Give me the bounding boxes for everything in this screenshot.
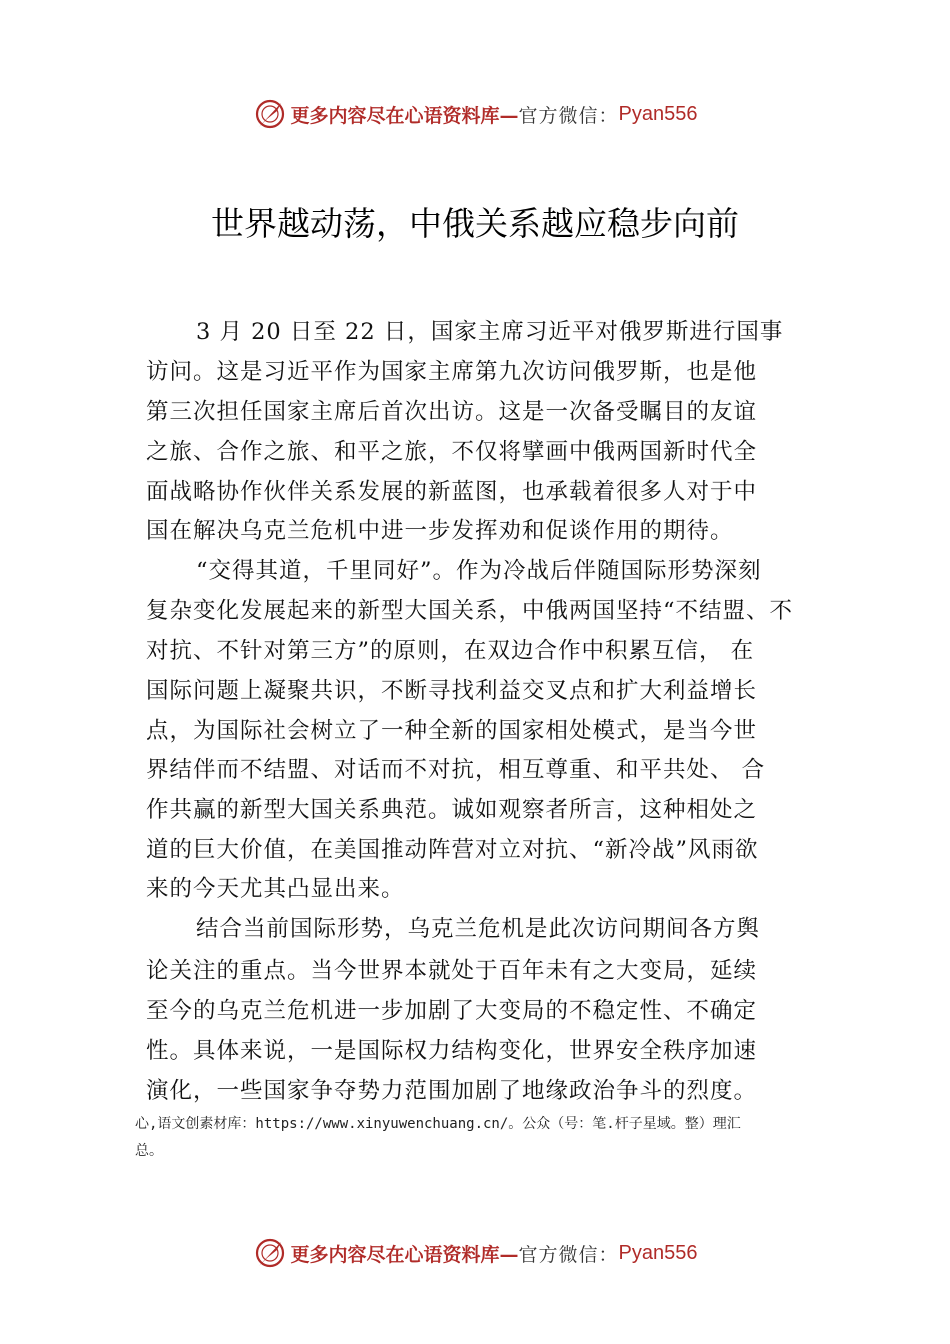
banner-lead-text: 更多内容尽在心语资料库— — [290, 104, 519, 127]
banner-wechat-id: Pyan556 — [618, 1241, 698, 1264]
body-line: 面战略协作伙伴关系发展的新蓝图，也承载着很多人对于中 — [146, 479, 758, 505]
banner-lead-text: 更多内容尽在心语资料库— — [290, 1243, 519, 1266]
body-line: 点，为国际社会树立了一种全新的国家相处模式，是当今世 — [146, 718, 758, 744]
body-line: 第三次担任国家主席后首次出访。这是一次备受瞩目的友谊 — [146, 399, 758, 425]
quill-seal-logo-icon — [253, 1236, 287, 1270]
quill-seal-logo-icon — [253, 97, 287, 131]
banner-wechat-label: 官方微信： — [518, 104, 619, 127]
body-line: 国在解决乌克兰危机中进一步发挥劝和促谈作用的期待。 — [146, 518, 734, 544]
body-line: 来的今天尤其凸显出来。 — [146, 876, 405, 902]
body-line: 论关注的重点。当今世界本就处于百年未有之大变局，延续 — [146, 958, 758, 984]
body-line: 对抗、不针对第三方”的原则，在双边合作中积累互信， 在 — [146, 638, 755, 664]
header-banner — [0, 94, 950, 134]
footer-banner — [0, 1233, 950, 1273]
body-line: 复杂变化发展起来的新型大国关系，中俄两国坚持“不结盟、不 — [146, 598, 794, 624]
banner-wechat-label: 官方微信： — [518, 1243, 619, 1266]
body-line: 3 月 20 日至 22 日，国家主席习近平对俄罗斯进行国事 — [196, 319, 784, 345]
source-footnote-line: 心,语文创素材库：https://www.xinyuwenchuang.cn/。公众（号：笔.杆子星域。整）理汇 — [135, 1116, 741, 1132]
body-line: 演化，一些国家争夺势力范围加剧了地缘政治争斗的烈度。 — [146, 1078, 758, 1104]
body-line: 结合当前国际形势，乌克兰危机是此次访问期间各方舆 — [196, 916, 761, 942]
body-line: 道的巨大价值，在美国推动阵营对立对抗、“新冷战”风雨欲 — [146, 837, 759, 863]
banner-wechat-id: Pyan556 — [618, 102, 698, 125]
body-line: 国际问题上凝聚共识，不断寻找利益交叉点和扩大利益增长 — [146, 678, 758, 704]
body-line: 性。具体来说，一是国际权力结构变化，世界安全秩序加速 — [146, 1038, 758, 1064]
body-line: “交得其道，千里同好”。作为冷战后伴随国际形势深刻 — [196, 558, 762, 584]
body-line: 访问。这是习近平作为国家主席第九次访问俄罗斯，也是他 — [146, 359, 758, 385]
body-line: 至今的乌克兰危机进一步加剧了大变局的不稳定性、不确定 — [146, 998, 758, 1024]
body-line: 作共赢的新型大国关系典范。诚如观察者所言，这种相处之 — [146, 797, 758, 823]
source-footnote-line: 总。 — [135, 1143, 163, 1159]
body-line: 之旅、合作之旅、和平之旅，不仅将擘画中俄两国新时代全 — [146, 439, 758, 465]
article-title: 世界越动荡，中俄关系越应稳步向前 — [211, 204, 739, 243]
body-line: 界结伴而不结盟、对话而不对抗，相互尊重、和平共处、 合 — [146, 757, 766, 783]
